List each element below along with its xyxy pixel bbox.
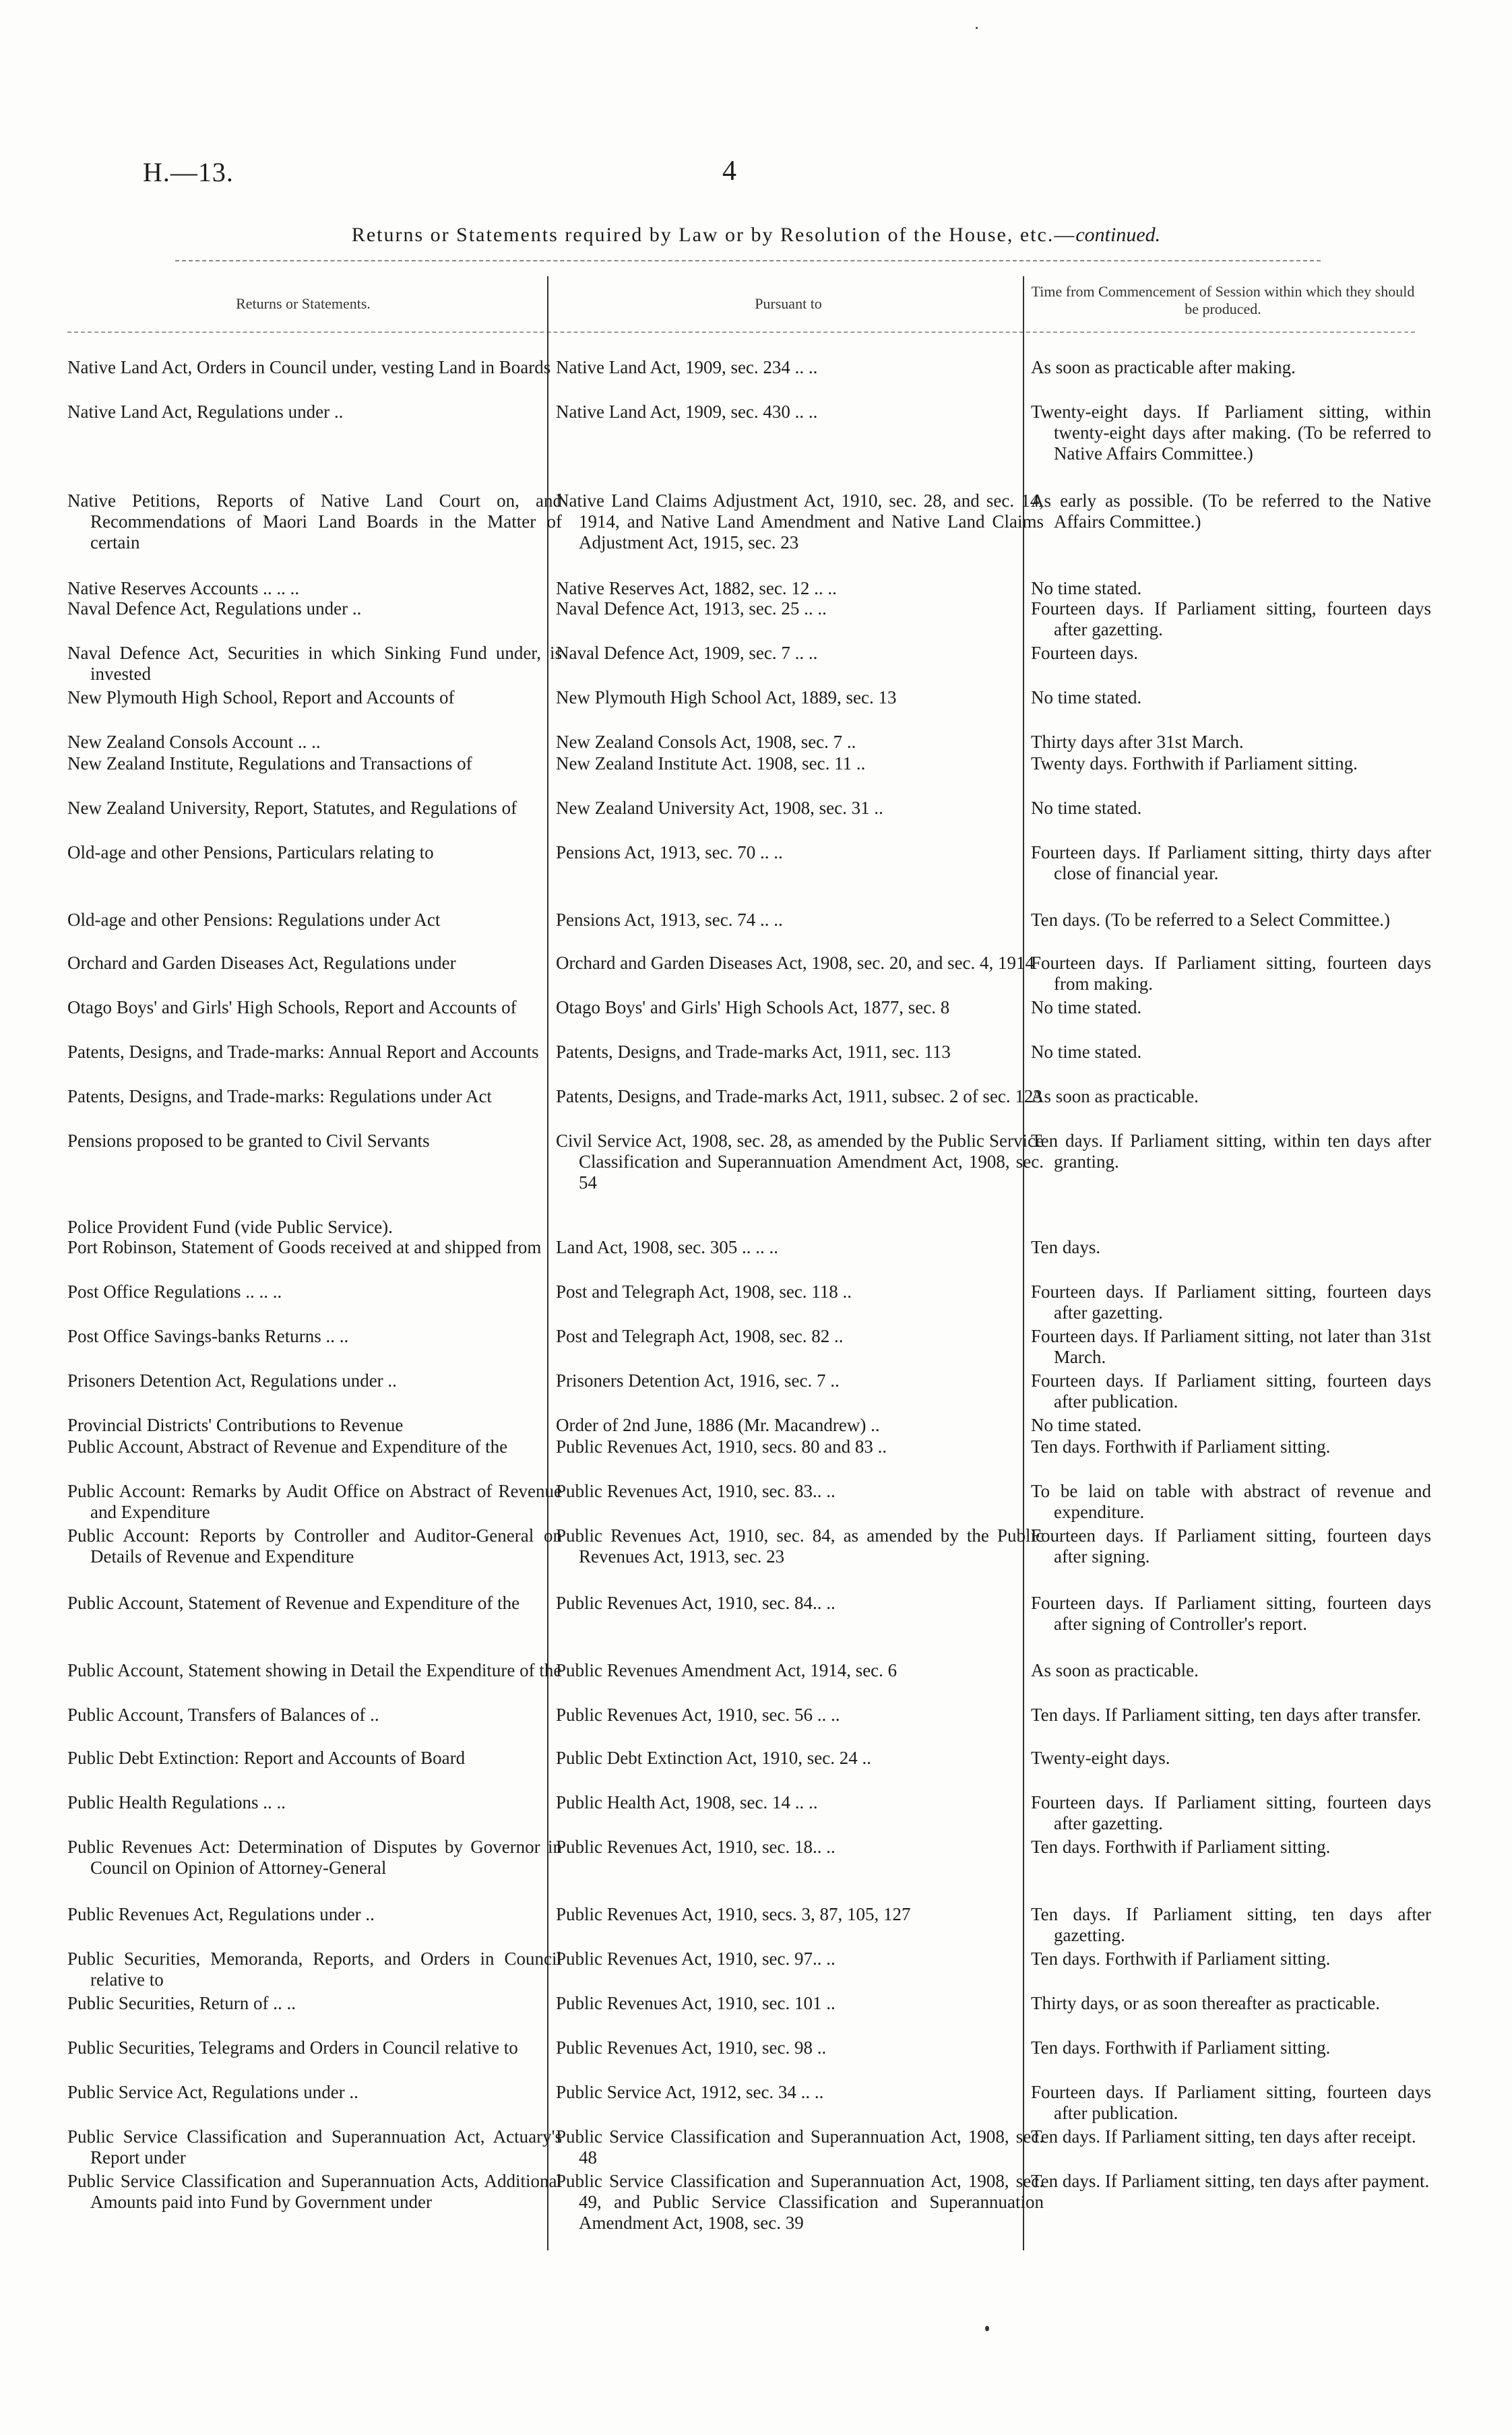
return-cell: Old-age and other Pensions, Particulars relating to [67, 842, 434, 862]
time-cell: As soon as practicable. [1031, 1086, 1199, 1106]
return-cell: Public Service Classification and Superannuation Acts, Additional Amounts paid into Fund by Government under [67, 2171, 562, 2212]
title-text: Returns or Statements required by Law or by Resolution of the House, etc.— [351, 224, 1076, 246]
time-cell: Fourteen days. If Parliament sitting, fourteen days from making. [1031, 953, 1431, 994]
return-cell: Pensions proposed to be granted to Civil Servants [67, 1131, 430, 1151]
pursuant-cell: Public Revenues Act, 1910, sec. 56 .. .. [556, 1705, 840, 1725]
time-cell: Twenty days. Forthwith if Parliament sitting. [1031, 753, 1358, 773]
time-cell: Ten days. If Parliament sitting, within ten days after granting. [1031, 1131, 1431, 1172]
title-rule [175, 260, 1321, 261]
pursuant-cell: Public Revenues Act, 1910, sec. 101 .. [556, 1993, 836, 2013]
return-cell: Public Account, Abstract of Revenue and Expenditure of the [67, 1436, 508, 1457]
time-cell: Ten days. Forthwith if Parliament sitting. [1031, 1949, 1331, 1969]
return-cell: Port Robinson, Statement of Goods received at and shipped from [67, 1237, 542, 1257]
time-cell: Fourteen days. If Parliament sitting, fourteen days after gazetting. [1031, 1282, 1431, 1323]
time-cell: Thirty days, or as soon thereafter as practicable. [1031, 1993, 1381, 2013]
time-cell: Fourteen days. If Parliament sitting, fourteen days after gazetting. [1031, 1792, 1431, 1833]
return-cell: New Zealand Institute, Regulations and Transactions of [67, 753, 472, 773]
return-cell: Police Provident Fund (vide Public Service). [67, 1217, 393, 1237]
time-cell: Fourteen days. If Parliament sitting, fourteen days after publication. [1031, 1370, 1431, 1412]
pursuant-cell: Pensions Act, 1913, sec. 70 .. .. [556, 842, 783, 862]
print-speck [976, 27, 978, 29]
pursuant-cell: Pensions Act, 1913, sec. 74 .. .. [556, 910, 783, 930]
time-cell: Ten days. If Parliament sitting, ten days after payment. [1031, 2171, 1430, 2191]
pursuant-cell: Otago Boys' and Girls' High Schools Act, 1877, sec. 8 [556, 997, 950, 1017]
return-cell: Otago Boys' and Girls' High Schools, Report and Accounts of [67, 997, 517, 1017]
column-header-returns: Returns or Statements. [236, 295, 371, 312]
pursuant-cell: Public Revenues Act, 1910, sec. 18.. .. [556, 1837, 836, 1857]
pursuant-cell: New Zealand Institute Act. 1908, sec. 11 .. [556, 753, 866, 773]
pursuant-cell: Post and Telegraph Act, 1908, sec. 118 .. [556, 1282, 852, 1302]
time-cell: Ten days. If Parliament sitting, ten days after receipt. [1031, 2126, 1416, 2147]
pursuant-cell: Public Debt Extinction Act, 1910, sec. 24 .. [556, 1748, 871, 1768]
return-cell: Patents, Designs, and Trade-marks: Regulations under Act [67, 1086, 492, 1106]
return-cell: Post Office Savings-banks Returns .. .. [67, 1326, 349, 1346]
return-cell: New Plymouth High School, Report and Accounts of [67, 687, 455, 707]
pursuant-cell: New Zealand Consols Act, 1908, sec. 7 .. [556, 732, 856, 752]
document-id: H.—13. [143, 157, 234, 187]
pursuant-cell: Post and Telegraph Act, 1908, sec. 82 .. [556, 1326, 844, 1346]
pursuant-cell: New Zealand University Act, 1908, sec. 31 .. [556, 798, 883, 818]
return-cell: Public Securities, Memoranda, Reports, and Orders in Council relative to [67, 1949, 562, 1990]
return-cell: Prisoners Detention Act, Regulations under .. [67, 1370, 397, 1391]
return-cell: Public Account, Statement of Revenue and Expenditure of the [67, 1593, 520, 1613]
return-cell: Patents, Designs, and Trade-marks: Annual Report and Accounts [67, 1042, 539, 1062]
title-continued: continued. [1075, 224, 1161, 246]
pursuant-cell: Civil Service Act, 1908, sec. 28, as amended by the Public Service Classification and Superannuation Amendment Act, 1908, sec. 54 [556, 1131, 1044, 1193]
return-cell: Native Land Act, Regulations under .. [67, 402, 344, 422]
return-cell: Native Land Act, Orders in Council under, vesting Land in Boards [67, 357, 551, 377]
pursuant-cell: Public Service Classification and Superannuation Act, 1908, sec. 49, and Public Service Classification and Superannuation Amendment Act, 1908, sec. 39 [556, 2171, 1044, 2233]
pursuant-cell: Public Revenues Amendment Act, 1914, sec. 6 [556, 1660, 897, 1680]
return-cell: Native Reserves Accounts .. .. .. [67, 578, 300, 598]
time-cell: As early as possible. (To be referred to the Native Affairs Committee.) [1031, 491, 1431, 532]
pursuant-cell: Public Revenues Act, 1910, sec. 97.. .. [556, 1949, 836, 1969]
return-cell: Public Revenues Act: Determination of Disputes by Governor in Council on Opinion of Attorney-General [67, 1837, 562, 1878]
page-title [0, 224, 1512, 247]
pursuant-cell: Native Land Act, 1909, sec. 430 .. .. [556, 402, 818, 422]
time-cell: No time stated. [1031, 1042, 1142, 1062]
time-cell: Thirty days after 31st March. [1031, 732, 1244, 752]
pursuant-cell: Orchard and Garden Diseases Act, 1908, sec. 20, and sec. 4, 1914 [556, 953, 1035, 973]
return-cell: Native Petitions, Reports of Native Land Court on, and Recommendations of Maori Land Boards in the Matter of certain [67, 491, 562, 552]
pursuant-cell: Patents, Designs, and Trade-marks Act, 1911, sec. 113 [556, 1042, 951, 1062]
return-cell: Public Service Classification and Superannuation Act, Actuary's Report under [67, 2126, 562, 2168]
return-cell: Public Health Regulations .. .. [67, 1792, 286, 1812]
time-cell: Ten days. Forthwith if Parliament sitting. [1031, 1436, 1331, 1457]
pursuant-cell: Public Revenues Act, 1910, sec. 84, as amended by the Public Revenues Act, 1913, sec. 23 [556, 1525, 1044, 1567]
pursuant-cell: Patents, Designs, and Trade-marks Act, 1911, subsec. 2 of sec. 123 [556, 1086, 1042, 1106]
time-cell: Twenty-eight days. If Parliament sitting, within twenty-eight days after making. (To be referred to Native Affairs Committee.) [1031, 402, 1431, 464]
return-cell: Orchard and Garden Diseases Act, Regulations under [67, 953, 456, 973]
return-cell: Public Securities, Return of .. .. [67, 1993, 296, 2013]
return-cell: Public Account, Transfers of Balances of .. [67, 1705, 379, 1725]
pursuant-cell: Public Health Act, 1908, sec. 14 .. .. [556, 1792, 818, 1812]
pursuant-cell: Public Service Classification and Superannuation Act, 1908, sec. 48 [556, 2126, 1044, 2168]
header-rule [67, 331, 1415, 333]
pursuant-cell: Native Land Claims Adjustment Act, 1910, sec. 28, and sec. 14, 1914, and Native Land Amendment and Native Land Claims Adjustment Act, 1915, sec. 23 [556, 491, 1044, 552]
return-cell: Public Revenues Act, Regulations under .. [67, 1904, 375, 1924]
time-cell: Ten days. Forthwith if Parliament sitting. [1031, 2037, 1331, 2058]
time-cell: No time stated. [1031, 687, 1142, 707]
return-cell: Old-age and other Pensions: Regulations under Act [67, 910, 441, 930]
time-cell: As soon as practicable after making. [1031, 357, 1296, 377]
pursuant-cell: Public Revenues Act, 1910, sec. 84.. .. [556, 1593, 836, 1613]
pursuant-cell: Naval Defence Act, 1909, sec. 7 .. .. [556, 643, 818, 663]
time-cell: Fourteen days. If Parliament sitting, thirty days after close of financial year. [1031, 842, 1431, 883]
time-cell: Ten days. Forthwith if Parliament sitting. [1031, 1837, 1331, 1857]
pursuant-cell: Native Land Act, 1909, sec. 234 .. .. [556, 357, 818, 377]
time-cell: Ten days. (To be referred to a Select Committee.) [1031, 910, 1391, 930]
time-cell: Fourteen days. If Parliament sitting, fourteen days after signing of Controller's report. [1031, 1593, 1431, 1634]
page-number: 4 [722, 156, 736, 187]
time-cell: Fourteen days. [1031, 643, 1138, 663]
return-cell: Public Service Act, Regulations under .. [67, 2082, 358, 2102]
pursuant-cell: Order of 2nd June, 1886 (Mr. Macandrew) .. [556, 1415, 880, 1435]
pursuant-cell: Public Revenues Act, 1910, sec. 98 .. [556, 2037, 827, 2058]
time-cell: Ten days. [1031, 1237, 1101, 1257]
time-cell: Fourteen days. If Parliament sitting, fourteen days after signing. [1031, 1525, 1431, 1567]
pursuant-cell: Naval Defence Act, 1913, sec. 25 .. .. [556, 598, 827, 619]
return-cell: New Zealand University, Report, Statutes, and Regulations of [67, 798, 517, 818]
return-cell: Post Office Regulations .. .. .. [67, 1282, 282, 1302]
time-cell: No time stated. [1031, 578, 1142, 598]
print-speck [985, 2326, 989, 2331]
time-cell: To be laid on table with abstract of revenue and expenditure. [1031, 1481, 1431, 1522]
pursuant-cell: Land Act, 1908, sec. 305 .. .. .. [556, 1237, 778, 1257]
return-cell: New Zealand Consols Account .. .. [67, 732, 321, 752]
return-cell: Public Debt Extinction: Report and Accounts of Board [67, 1748, 466, 1768]
pursuant-cell: Public Revenues Act, 1910, sec. 83.. .. [556, 1481, 836, 1501]
time-cell: Twenty-eight days. [1031, 1748, 1170, 1768]
time-cell: Fourteen days. If Parliament sitting, fourteen days after gazetting. [1031, 598, 1431, 639]
time-cell: As soon as practicable. [1031, 1660, 1199, 1680]
time-cell: No time stated. [1031, 997, 1142, 1017]
return-cell: Public Account: Remarks by Audit Office on Abstract of Revenue and Expenditure [67, 1481, 562, 1522]
pursuant-cell: Public Revenues Act, 1910, secs. 80 and 83 .. [556, 1436, 887, 1457]
time-cell: Ten days. If Parliament sitting, ten days after gazetting. [1031, 1904, 1431, 1945]
pursuant-cell: Public Revenues Act, 1910, secs. 3, 87, 105, 127 [556, 1904, 911, 1924]
time-cell: Ten days. If Parliament sitting, ten days after transfer. [1031, 1705, 1422, 1725]
column-header-pursuant: Pursuant to [755, 295, 822, 312]
time-cell: Fourteen days. If Parliament sitting, fourteen days after publication. [1031, 2082, 1431, 2123]
pursuant-cell: Native Reserves Act, 1882, sec. 12 .. .. [556, 578, 837, 598]
return-cell: Naval Defence Act, Regulations under .. [67, 598, 362, 619]
return-cell: Provincial Districts' Contributions to Revenue [67, 1415, 404, 1435]
pursuant-cell: Prisoners Detention Act, 1916, sec. 7 .. [556, 1370, 840, 1391]
time-cell: No time stated. [1031, 1415, 1142, 1435]
pursuant-cell: New Plymouth High School Act, 1889, sec. 13 [556, 687, 897, 707]
time-cell: Fourteen days. If Parliament sitting, not later than 31st March. [1031, 1326, 1431, 1367]
return-cell: Public Account: Reports by Controller and Auditor-General on Details of Revenue and Expenditure [67, 1525, 562, 1567]
return-cell: Public Account, Statement showing in Detail the Expenditure of the [67, 1660, 562, 1680]
column-header-time: Time from Commencement of Session within which they should be produced. [1031, 283, 1415, 317]
time-cell: No time stated. [1031, 798, 1142, 818]
return-cell: Public Securities, Telegrams and Orders in Council relative to [67, 2037, 518, 2058]
return-cell: Naval Defence Act, Securities in which Sinking Fund under, is invested [67, 643, 562, 684]
pursuant-cell: Public Service Act, 1912, sec. 34 .. .. [556, 2082, 824, 2102]
